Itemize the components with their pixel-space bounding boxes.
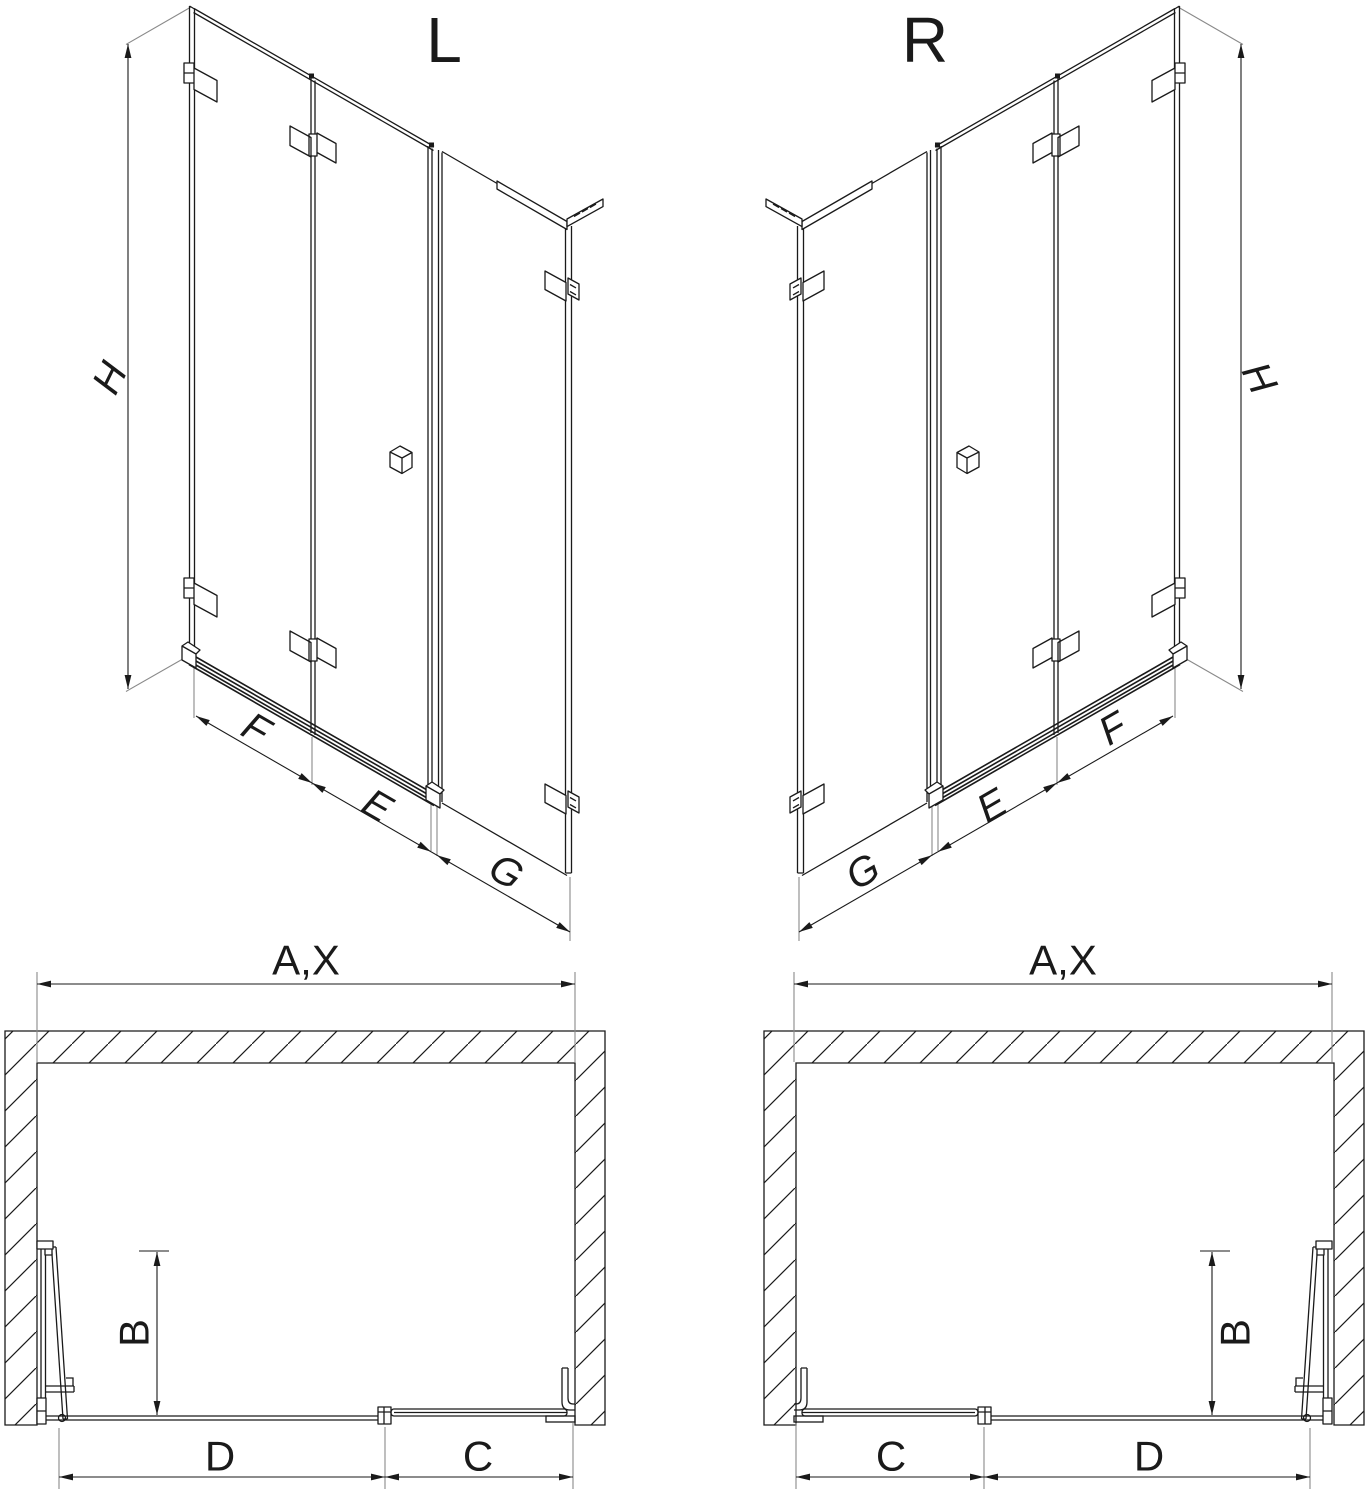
dim-label-f-right: F	[1091, 703, 1135, 755]
dim-label-ax-right: A,X	[1029, 936, 1097, 984]
dim-label-d-right: D	[1133, 1432, 1165, 1480]
dim-label-h-left: H	[83, 355, 137, 401]
dim-label-ax-left: A,X	[272, 936, 340, 984]
dim-label-c-right: C	[875, 1432, 907, 1480]
dim-label-d-left: D	[204, 1432, 236, 1480]
dim-label-e-left: E	[354, 780, 400, 832]
dim-label-h-right: H	[1232, 355, 1286, 401]
plan-view-left-walls	[5, 1031, 605, 1425]
variant-label-right: R	[901, 4, 949, 76]
plan-view-right-walls	[764, 1031, 1364, 1425]
dim-label-c-left: C	[462, 1432, 494, 1480]
dim-label-g-right: G	[838, 845, 888, 899]
iso-view-right	[766, 6, 1244, 941]
dim-label-e-right: E	[969, 780, 1015, 832]
dim-label-b-right: B	[1211, 1318, 1259, 1348]
dim-label-f-left: F	[234, 703, 278, 755]
variant-label-left: L	[426, 4, 462, 76]
dim-label-g-left: G	[481, 845, 531, 899]
dim-label-b-left: B	[110, 1318, 158, 1348]
